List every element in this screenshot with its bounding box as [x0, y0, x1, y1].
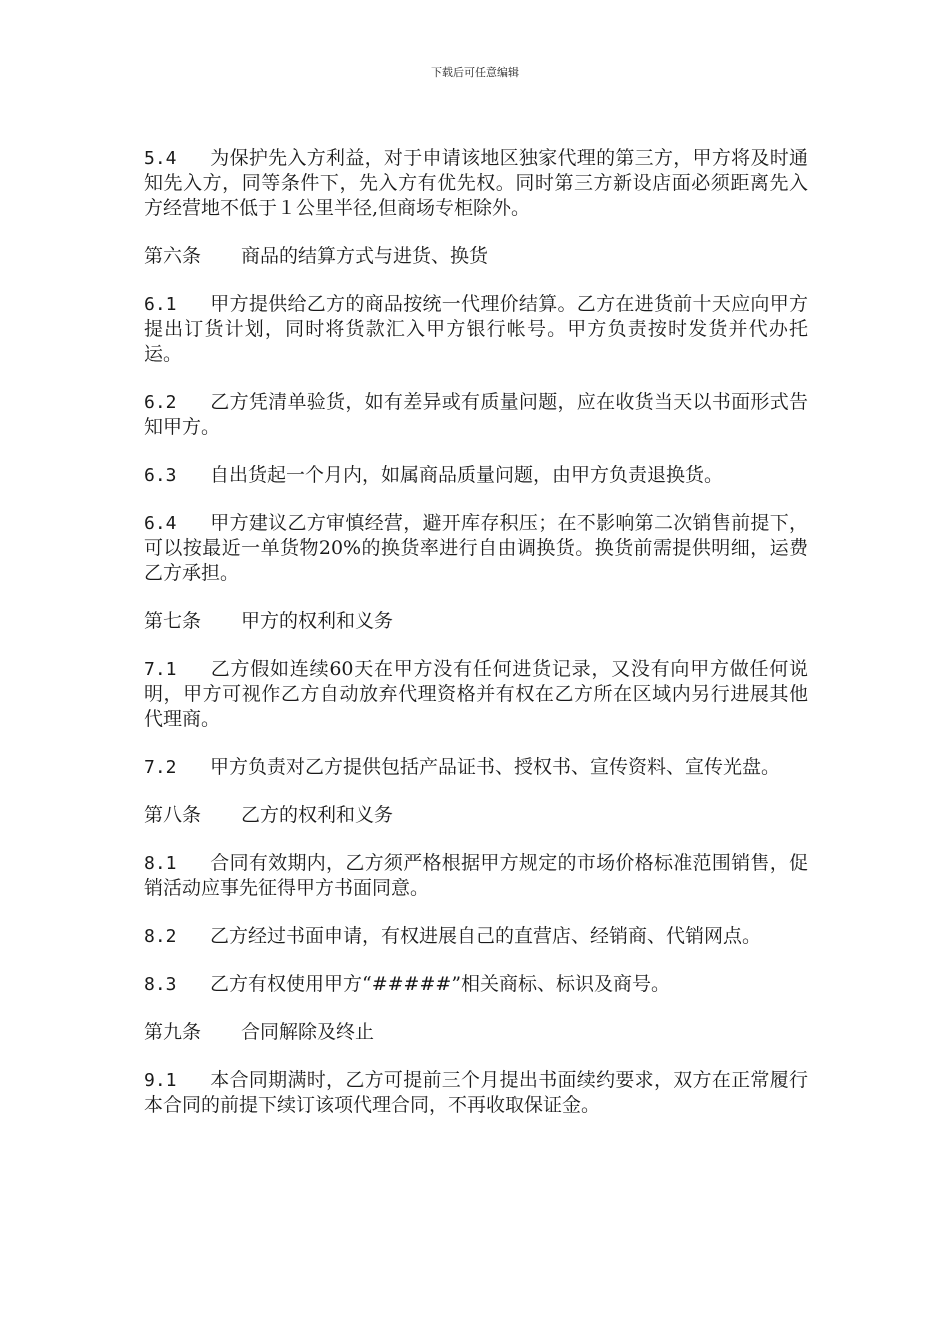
- clause-text: 为保护先入方利益，对于申请该地区独家代理的第三方，甲方将及时通知先入方，同等条件下，先入方有优先权。同时第三方新设店面必须距离先入方经营地不低于１公里半径,但商场专柜除外。: [144, 147, 808, 219]
- clause-8-2: [144, 924, 808, 949]
- clause-text: 自出货起一个月内，如属商品质量问题，由甲方负责退换货。: [210, 464, 724, 486]
- article-heading-8: [144, 803, 808, 828]
- clause-number: 9.1: [144, 1070, 177, 1091]
- clause-7-2: [144, 755, 808, 780]
- clause-text: 乙方凭清单验货，如有差异或有质量问题，应在收货当天以书面形式告知甲方。: [144, 391, 808, 438]
- clause-text: 乙方经过书面申请，有权进展自己的直营店、经销商、代销网点。: [210, 925, 762, 947]
- article-heading-6: [144, 244, 808, 269]
- clause-text: 乙方假如连续60天在甲方没有任何进货记录，又没有向甲方做任何说明，甲方可视作乙方自动放弃代理资格并有权在乙方所在区域内另行进展其他代理商。: [144, 658, 808, 730]
- article-number: 第八条: [144, 804, 202, 826]
- clause-number: 7.1: [144, 659, 177, 680]
- article-number: 第六条: [144, 245, 202, 267]
- clause-number: 8.2: [144, 926, 177, 947]
- document-body: [144, 146, 808, 1141]
- clause-8-3: [144, 972, 808, 997]
- clause-number: 6.2: [144, 392, 177, 413]
- clause-number: 6.3: [144, 465, 177, 486]
- clause-number: 6.4: [144, 513, 177, 534]
- article-number: 第七条: [144, 610, 202, 632]
- clause-6-4: [144, 511, 808, 586]
- clause-text: 合同有效期内，乙方须严格根据甲方规定的市场价格标准范围销售，促销活动应事先征得甲方书面同意。: [144, 852, 808, 899]
- article-title: 乙方的权利和义务: [241, 804, 394, 826]
- clause-8-1: [144, 851, 808, 901]
- clause-text: 甲方建议乙方审慎经营，避开库存积压；在不影响第二次销售前提下，可以按最近一单货物20%的换货率进行自由调换货。换货前需提供明细，运费乙方承担。: [144, 512, 808, 584]
- clause-number: 7.2: [144, 757, 177, 778]
- clause-text: 甲方负责对乙方提供包括产品证书、授权书、宣传资料、宣传光盘。: [210, 756, 781, 778]
- article-title: 甲方的权利和义务: [241, 610, 394, 632]
- clause-6-1: [144, 292, 808, 367]
- clause-number: 6.1: [144, 294, 177, 315]
- clause-6-2: [144, 390, 808, 440]
- clause-number: 8.3: [144, 974, 177, 995]
- clause-7-1: [144, 657, 808, 732]
- clause-9-1: [144, 1068, 808, 1118]
- clause-text: 甲方提供给乙方的商品按统一代理价结算。乙方在进货前十天应向甲方提出订货计划，同时将货款汇入甲方银行帐号。甲方负责按时发货并代办托运。: [144, 293, 808, 365]
- article-title: 合同解除及终止: [241, 1021, 375, 1043]
- clause-number: 5.4: [144, 148, 177, 169]
- article-title: 商品的结算方式与进货、换货: [241, 245, 489, 267]
- clause-text: 乙方有权使用甲方“#####”相关商标、标识及商号。: [210, 973, 671, 995]
- article-heading-9: [144, 1020, 808, 1045]
- page-header-note: 下载后可任意编辑: [431, 66, 519, 79]
- clause-6-3: [144, 463, 808, 488]
- clause-text: 本合同期满时，乙方可提前三个月提出书面续约要求，双方在正常履行本合同的前提下续订该项代理合同，不再收取保证金。: [144, 1069, 808, 1116]
- clause-number: 8.1: [144, 853, 177, 874]
- article-number: 第九条: [144, 1021, 202, 1043]
- article-heading-7: [144, 609, 808, 634]
- clause-5-4: [144, 146, 808, 221]
